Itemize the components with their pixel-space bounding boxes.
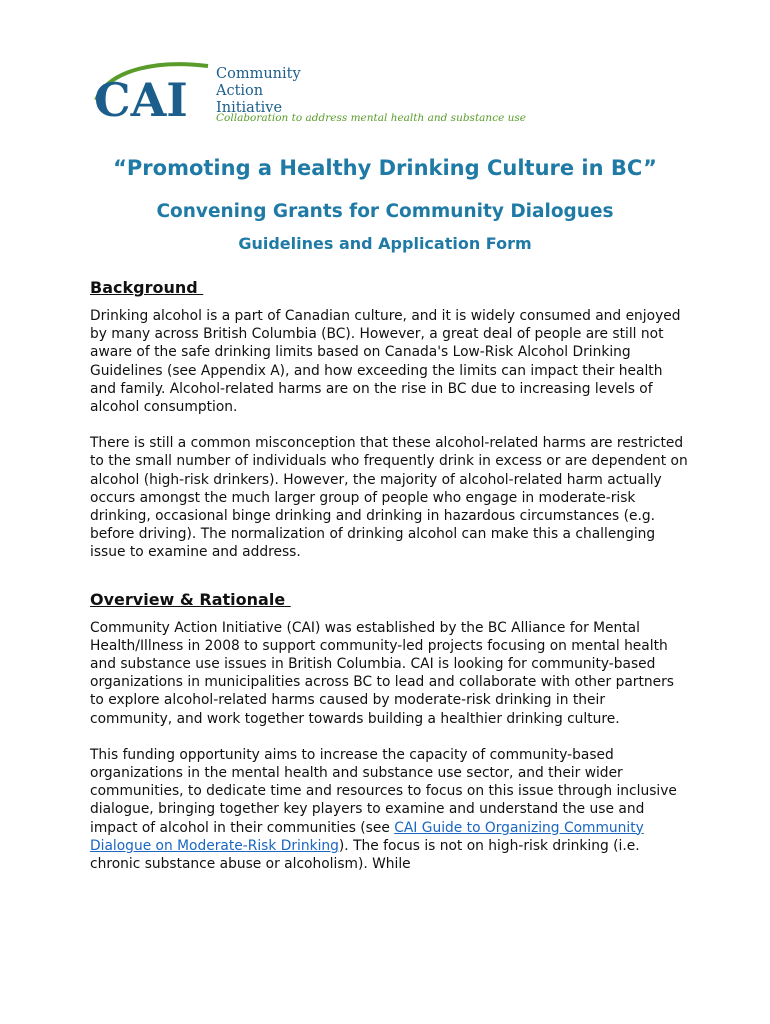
- cai-logo-mark: [90, 60, 214, 132]
- overview-paragraph-2: [90, 746, 690, 873]
- cai-logo: [90, 60, 526, 132]
- background-heading: Background: [90, 278, 204, 297]
- document-body: [90, 278, 690, 873]
- overview-paragraph-2-text: This funding opportunity aims to increase the capacity of community-based organizations in the mental health and substance use sector, and their wider communities, to dedicate time and resources to focus on this issue through inclusive dialogue, bringing together key players to examine and understand the use and impact of alcohol in their communities (see: [90, 746, 677, 836]
- overview-paragraph-2-end: ). The focus is not on high-risk drinking (i.e. chronic substance abuse or alcoholism). While: [90, 837, 640, 873]
- background-paragraph-2: There is still a common misconception that these alcohol-related harms are restricted to the small number of individuals who frequently drink in excess or are dependent on alcohol (high-risk drinkers). However, the majority of alcohol-related harm actually occurs amongst the much larger group of people who engage in moderate-risk drinking, occasional binge drinking and drinking in hazardous circumstances (e.g. before driving). The normalization of drinking alcohol can make this a challenging issue to examine and address.: [90, 435, 688, 561]
- page-title: “Promoting a Healthy Drinking Culture in BC”: [113, 156, 657, 180]
- logo-tagline: Collaboration to address mental health and substance use: [216, 112, 526, 124]
- background-paragraph-1: Drinking alcohol is a part of Canadian culture, and it is widely consumed and enjoyed by many across British Columbia (BC). However, a great deal of people are still not aware of the safe drinking limits based on Canada's Low-Risk Alcohol Drinking Guidelines (see Appendix A), and how exceeding the limits can impact their health and family. Alcohol-related harms are on the rise in BC due to increasing levels of alcohol consumption.: [90, 308, 681, 416]
- page-subtitle: Convening Grants for Community Dialogues: [156, 201, 614, 222]
- logo-letters: CAI: [94, 73, 188, 127]
- logo-org-name: Community Action Initiative: [216, 66, 301, 116]
- cai-guide-link[interactable]: CAI Guide to Organizing Community Dialogue on Moderate-Risk Drinking: [90, 819, 644, 854]
- overview-paragraph-1: Community Action Initiative (CAI) was established by the BC Alliance for Mental Health/Illness in 2008 to support community-led projects focusing on mental health and substance use issues in British Columbia. CAI is looking for community-based organizations in municipalities across BC to lead and collaborate with other partners to explore alcohol-related harms caused by moderate-risk drinking in their community, and work together towards building a healthier drinking culture.: [90, 619, 674, 727]
- page-subsubtitle: Guidelines and Application Form: [238, 234, 532, 253]
- overview-heading: Overview & Rationale: [90, 589, 291, 609]
